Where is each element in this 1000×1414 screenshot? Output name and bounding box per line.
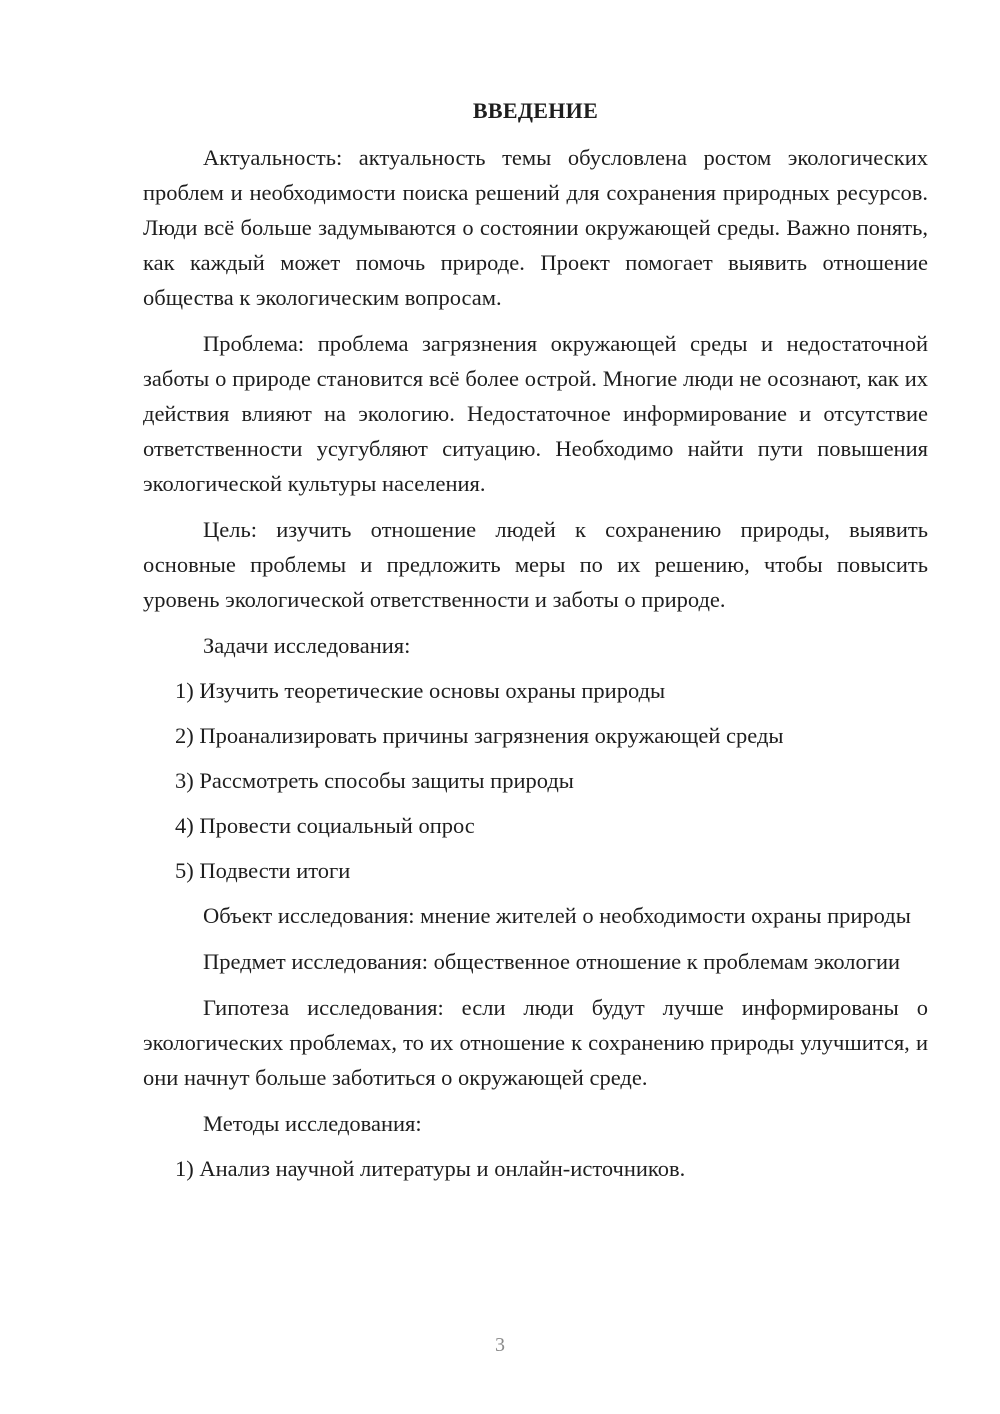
paragraph-relevance: Актуальность: актуальность темы обусловлена ростом экологических проблем и необходимости поиска решений для сохранения природных ресурсов. Люди всё больше задумываются о состоянии окружающей среды. Важно понять, как каждый может помочь природе. Проект помогает выявить отношение общества к экологическим вопросам. [143, 145, 928, 310]
paragraph-subject: Предмет исследования: общественное отношение к проблемам экологии [203, 949, 901, 974]
list-item: 1) Анализ научной литературы и онлайн-источников. [175, 1156, 686, 1181]
document-page [143, 93, 928, 1196]
list-item: 1) Изучить теоретические основы охраны природы [175, 678, 666, 703]
paragraph-object: Объект исследования: мнение жителей о необходимости охраны природы [203, 903, 911, 928]
methods-list [143, 1151, 928, 1186]
methods-label: Методы исследования: [203, 1111, 422, 1136]
tasks-label: Задачи исследования: [203, 633, 411, 658]
list-item: 2) Проанализировать причины загрязнения окружающей среды [175, 723, 784, 748]
list-item: 5) Подвести итоги [175, 858, 351, 883]
paragraph-hypothesis: Гипотеза исследования: если люди будут лучше информированы о экологических проблемах, то их отношение к сохранению природы улучшится, и они начнут больше заботиться о окружающей среде. [143, 995, 928, 1090]
page-title: ВВЕДЕНИЕ [472, 98, 599, 123]
list-item: 3) Рассмотреть способы защиты природы [175, 768, 574, 793]
paragraph-goal: Цель: изучить отношение людей к сохранению природы, выявить основные проблемы и предложить меры по их решению, чтобы повысить уровень экологической ответственности и заботы о природе. [143, 517, 928, 612]
tasks-list [143, 673, 928, 888]
list-item: 4) Провести социальный опрос [175, 813, 475, 838]
page-number: 3 [495, 1334, 505, 1356]
paragraph-problem: Проблема: проблема загрязнения окружающей среды и недостаточной заботы о природе становится всё более острой. Многие люди не осознают, как их действия влияют на экологию. Недостаточное информирование и отсутствие ответственности усугубляют ситуацию. Необходимо найти пути повышения экологической культуры населения. [143, 331, 928, 496]
